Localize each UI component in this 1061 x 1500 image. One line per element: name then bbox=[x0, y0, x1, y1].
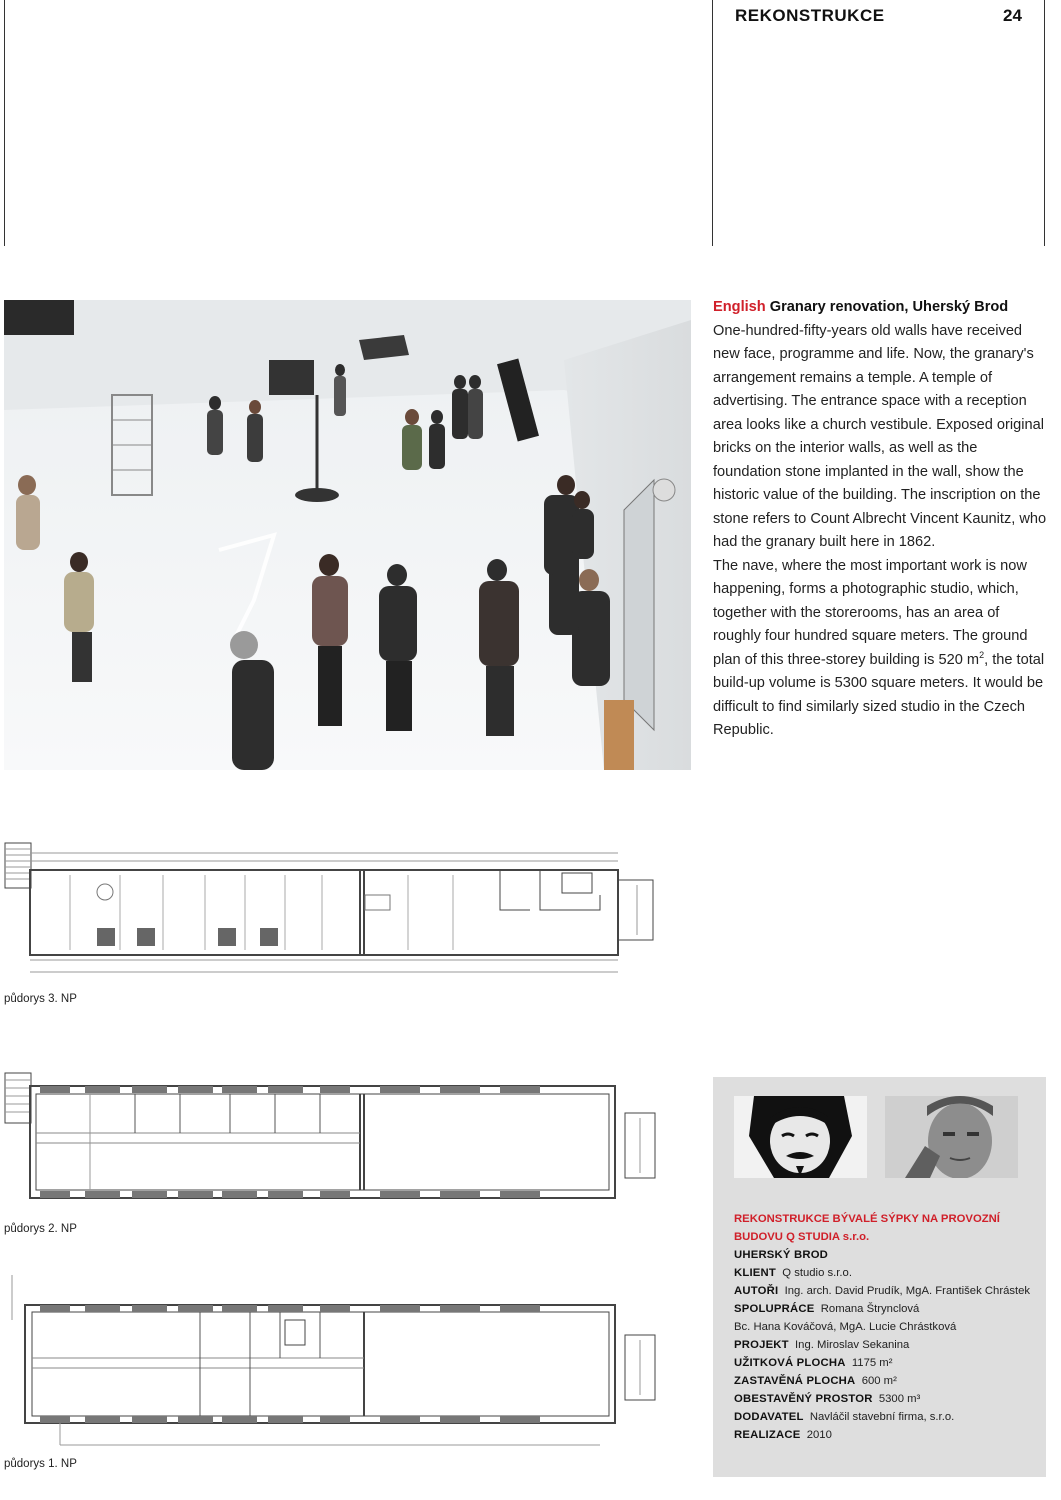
floor-plan-2np bbox=[0, 1068, 700, 1208]
page-number: 24 bbox=[1003, 6, 1022, 25]
volume-key: OBESTAVĚNÝ PROSTOR bbox=[734, 1393, 873, 1405]
author-portrait-2 bbox=[885, 1096, 1018, 1178]
built-area-key: ZASTAVĚNÁ PLOCHA bbox=[734, 1375, 856, 1387]
margin-rule-right bbox=[1044, 0, 1045, 246]
language-label: English bbox=[713, 299, 766, 315]
project-info-box bbox=[713, 1077, 1046, 1477]
usable-area-value: 1175 m² bbox=[851, 1357, 893, 1369]
square-superscript: 2 bbox=[979, 649, 985, 660]
supplier-value: Navláčil stavební firma, s.r.o. bbox=[809, 1411, 955, 1423]
built-area-value: 600 m² bbox=[861, 1375, 897, 1387]
volume-value: 5300 m³ bbox=[878, 1393, 921, 1405]
authors-value: Ing. arch. David Prudík, MgA. František Chrástek bbox=[784, 1285, 1031, 1297]
article-title: Granary renovation, Uherský Brod bbox=[769, 299, 1009, 315]
authors-key: AUTOŘI bbox=[734, 1285, 779, 1297]
cooperation-key: SPOLUPRÁCE bbox=[734, 1303, 815, 1315]
usable-area-row bbox=[734, 1354, 1034, 1372]
plan-label-3np: půdorys 3. NP bbox=[4, 993, 77, 1005]
plan-label-2np: půdorys 2. NP bbox=[4, 1223, 77, 1235]
author-portrait-1 bbox=[734, 1096, 867, 1178]
floor-plan-1np bbox=[0, 1270, 700, 1450]
volume-row bbox=[734, 1390, 1034, 1408]
client-value: Q studio s.r.o. bbox=[782, 1267, 852, 1279]
supplier-key: DODAVATEL bbox=[734, 1411, 804, 1423]
english-article bbox=[713, 296, 1048, 743]
project-value: Ing. Miroslav Sekanina bbox=[795, 1339, 910, 1351]
realization-row bbox=[734, 1426, 1034, 1444]
realization-value: 2010 bbox=[806, 1429, 832, 1441]
project-details bbox=[734, 1210, 1034, 1444]
section-title: REKONSTRUKCE bbox=[735, 6, 885, 25]
plan-label-1np: půdorys 1. NP bbox=[4, 1458, 77, 1470]
project-row bbox=[734, 1336, 1034, 1354]
client-row bbox=[734, 1264, 1034, 1282]
client-key: KLIENT bbox=[734, 1267, 776, 1279]
realization-key: REALIZACE bbox=[734, 1429, 801, 1441]
article-paragraph-2a: The nave, where the most important work is now happening, forms a photographic studio, which, together with the storerooms, has an area of roughly four hundred square meters. The ground plan of this three-storey building is 520 m bbox=[713, 557, 1028, 668]
studio-photo bbox=[4, 300, 691, 770]
built-area-row bbox=[734, 1372, 1034, 1390]
header-rule-left bbox=[712, 0, 713, 246]
margin-rule-left bbox=[4, 0, 5, 246]
supplier-row bbox=[734, 1408, 1034, 1426]
article-paragraph-2b: , the total build-up volume is 5300 square meters. It would be difficult to find similarly sized studio in the Czech Republic. bbox=[713, 651, 1045, 738]
cooperation-value: Romana Štrynclová bbox=[820, 1303, 920, 1315]
project-place: UHERSKÝ BROD bbox=[734, 1249, 829, 1261]
authors-row bbox=[734, 1282, 1034, 1300]
floor-plan-3np bbox=[0, 835, 700, 985]
article-paragraph-1: One-hundred-fifty-years old walls have received new face, programme and life. Now, the granary's arrangement remains a temple. A temple of advertising. The entrance space with a reception area looks like a church vestibule. Exposed original bricks on the interior walls, as well as the foundation stone implanted in the wall, show the historic value of the building. The inscription on the stone refers to Count Albrecht Vincent Kaunitz, who had the granary built here in 1862. bbox=[713, 322, 1047, 550]
cooperation-row bbox=[734, 1300, 1034, 1318]
project-heading: REKONSTRUKCE BÝVALÉ SÝPKY NA PROVOZNÍ BUDOVU Q STUDIA s.r.o. bbox=[734, 1213, 1000, 1243]
cooperation-row-2: Bc. Hana Kováčová, MgA. Lucie Chrástková bbox=[734, 1321, 957, 1333]
project-key: PROJEKT bbox=[734, 1339, 789, 1351]
usable-area-key: UŽITKOVÁ PLOCHA bbox=[734, 1357, 846, 1369]
